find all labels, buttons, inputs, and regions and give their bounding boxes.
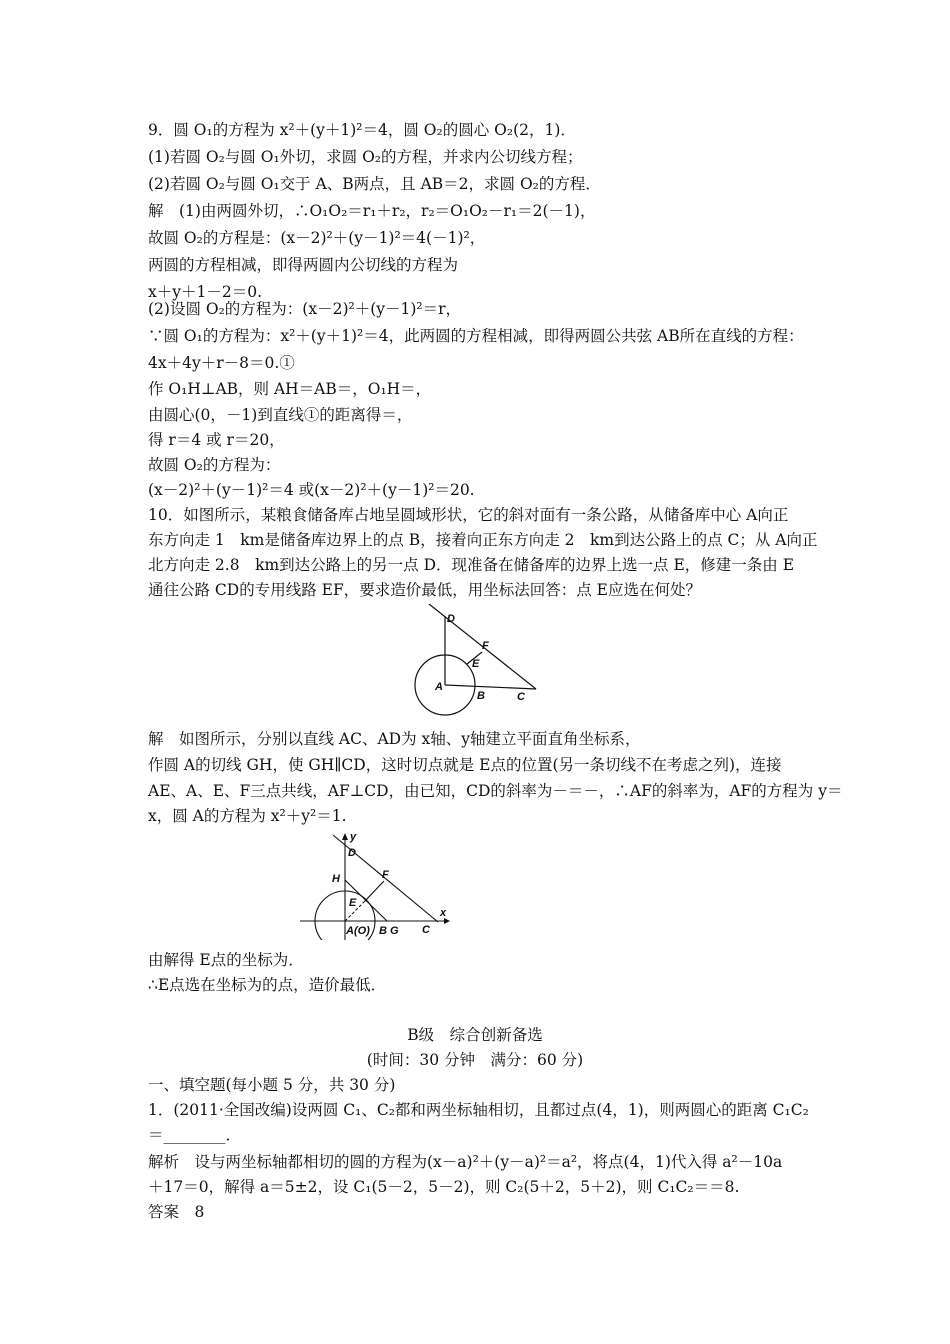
text-line: ＋17＝0，解得 a＝5±2，设 C₁(5－2，5－2)，则 C₂(5＋2，5＋2)，则 C₁C₂＝＝8.: [148, 1178, 740, 1196]
text-line: 10．如图所示，某粮食储备库占地呈圆域形状，它的斜对面有一条公路，从储备库中心 A向正: [148, 506, 789, 524]
text-line: 两圆的方程相减，即得两圆内公切线的方程为: [148, 256, 459, 274]
figure-storage-road: [405, 604, 545, 720]
label-F: F: [482, 640, 489, 652]
label-E: E: [472, 658, 480, 670]
text-line: 一、填空题(每小题 5 分，共 30 分): [148, 1076, 396, 1094]
label-AO: A(O): [346, 925, 370, 937]
text-line: 北方向走 2.8 km到达公路上的另一点 D．现准备在储备库的边界上选一点 E，修建一条由 E: [148, 556, 795, 574]
line-AC: [445, 685, 536, 689]
text-line: AE、A、E、F三点共线，AF⊥CD，由已知，CD的斜率为－＝－，∴AF的斜率为，AF的方程为 y＝: [148, 782, 843, 800]
label-H: H: [332, 873, 340, 885]
text-line: x＋y＋1－2＝0.: [148, 283, 263, 301]
text-line: ＝________．: [148, 1126, 242, 1144]
label-BG: B G: [379, 925, 399, 937]
text-line: (x－2)²＋(y－1)²＝4 或(x－2)²＋(y－1)²＝20.: [148, 481, 475, 499]
y-axis-arrow: [342, 833, 348, 840]
figure-coordinate: [300, 830, 450, 940]
text-line: 解 如图所示，分别以直线 AC、AD为 x轴、y轴建立平面直角坐标系，: [148, 730, 641, 748]
text-line: 作 O₁H⊥AB，则 AH＝AB＝，O₁H＝，: [148, 380, 432, 398]
label-C: C: [422, 924, 430, 936]
text-line: x，圆 A的方程为 x²＋y²＝1.: [148, 807, 347, 825]
text-line: ∴E点选在坐标为的点，造价最低．: [148, 976, 387, 994]
text-line: 故圆 O₂的方程是：(x－2)²＋(y－1)²＝4(－1)²，: [148, 229, 486, 247]
text-line: 1．(2011·全国改编)设两圆 C₁、C₂都和两坐标轴相切，且都过点(4，1)，则两圆心的距离 C₁C₂: [148, 1101, 809, 1119]
text-line: (2)设圆 O₂的方程为：(x－2)²＋(y－1)²＝r，: [148, 300, 462, 318]
line-EF: [364, 881, 384, 902]
text-line: 解析 设与两坐标轴都相切的圆的方程为(x－a)²＋(y－a)²＝a²，将点(4，1)代入得 a²－10a: [148, 1153, 783, 1171]
text-line: 4x＋4y＋r－8＝0.①: [148, 354, 295, 372]
text-line: 故圆 O₂的方程为：: [148, 456, 281, 474]
text-line: ∵圆 O₁的方程为：x²＋(y＋1)²＝4，此两圆的方程相减，即得两圆公共弦 AB所在直线的方程：: [148, 327, 804, 345]
text-line: 9．圆 O₁的方程为 x²＋(y＋1)²＝4，圆 O₂的圆心 O₂(2，1)．: [148, 121, 576, 139]
label-D: D: [447, 613, 455, 625]
text-line: 通往公路 CD的专用线路 EF，要求造价最低，用坐标法回答：点 E应选在何处？: [148, 581, 701, 599]
label-y: y: [350, 831, 357, 843]
text-line: 由解得 E点的坐标为．: [148, 951, 304, 969]
answer-line: 答案 8: [148, 1203, 205, 1221]
text-line: 由圆心(0，－1)到直线①的距离得＝，: [148, 406, 413, 424]
label-F: F: [382, 869, 389, 881]
section-subtitle: (时间：30 分钟 满分：60 分): [366, 1051, 584, 1069]
label-D: D: [348, 847, 356, 859]
text-line: 得 r＝4 或 r＝20，: [148, 431, 285, 449]
label-B: B: [477, 690, 485, 702]
section-title: B级 综合创新备选: [407, 1026, 543, 1044]
label-E: E: [349, 897, 357, 909]
text-line: (1)若圆 O₂与圆 O₁外切，求圆 O₂的方程，并求内公切线方程；: [148, 148, 583, 166]
text-line: 作圆 A的切线 GH，使 GH∥CD，这时切点就是 E点的位置(另一条切线不在考虑之列)，连接: [148, 756, 782, 774]
label-C: C: [517, 691, 525, 703]
text-line: 解 (1)由两圆外切，∴O₁O₂＝r₁＋r₂，r₂＝O₁O₂－r₁＝2(－1)，: [148, 202, 596, 220]
label-A: A: [435, 681, 443, 693]
label-x: x: [440, 907, 447, 919]
text-line: 东方向走 1 km是储备库边界上的点 B，接着向正东方向走 2 km到达公路上的点 C；从 A向正: [148, 531, 818, 549]
text-line: (2)若圆 O₂与圆 O₁交于 A、B两点，且 AB＝2，求圆 O₂的方程．: [148, 175, 601, 193]
